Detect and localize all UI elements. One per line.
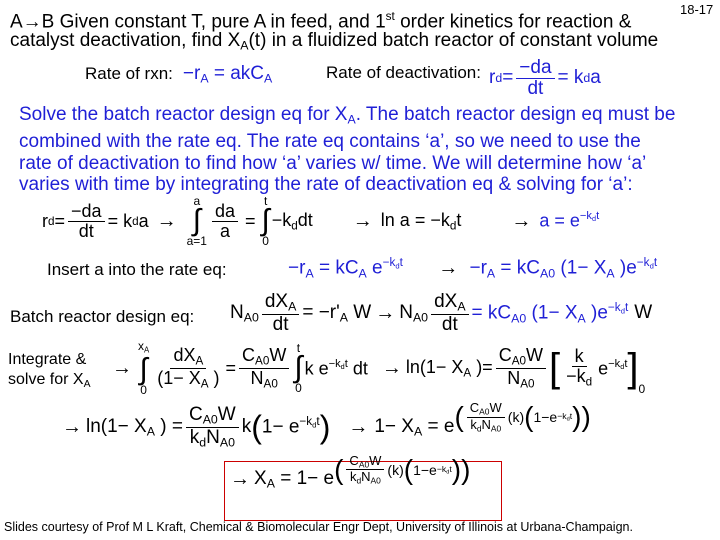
rd-expression: r d = $\frac{-da}{dt}$ = k d a: [42, 200, 149, 241]
deactivation-integration-row: r d = $\frac{-da}{dt}$ = k d a → a ∫ a=1 $\frac{da}{a}$ = t ∫ 0 $-k_ddt$ → $\ln a = -k_dt$ → $a = e^{-k_dt}$: [42, 194, 600, 248]
slide-reference: 18-17: [680, 2, 714, 17]
integrate-label-line-1: Integrate &: [8, 351, 87, 368]
right-arrow-icon-3: →: [511, 209, 532, 232]
right-arrow-icon-7: →: [381, 356, 402, 379]
integrate-label-line-2: [8, 370, 91, 395]
rate-of-deactivation-equation: r d = $\frac{-da}{dt}$ = k d a: [488, 57, 601, 99]
header-superscript: st: [385, 10, 395, 23]
integrate-label-line-2-text: solve for X: [8, 371, 84, 388]
integrate-step-label: [8, 350, 91, 395]
da-over-a: $\frac{da}{a}$: [212, 202, 238, 241]
right-arrow-icon-8: →: [62, 415, 82, 438]
header-line-2: [10, 30, 658, 57]
rate-of-deactivation: [326, 58, 601, 99]
right-arrow-icon-6: →: [112, 356, 132, 379]
footer-credit: Slides courtesy of Prof M L Kraft, Chemical & Biomolecular Engr Dept, University of Illinois at Urbana-Champaign.: [4, 520, 633, 534]
header-line-1-text: A→B Given constant T, pure A in feed, and 1: [10, 11, 386, 33]
paragraph-line-3: rate of deactivation to find how ‘a’ varies w/ time. We will determine how ‘a’: [19, 152, 647, 174]
rate-of-deactivation-label: Rate of deactivation:: [326, 63, 481, 83]
batch-step-label: Batch reactor design eq:: [10, 307, 195, 326]
header-line-1-suffix: order kinetics for reaction &: [394, 11, 632, 33]
integrate-equation: → $x_A$ ∫ 0 $\frac{dX_A}{(1- X_A )}$ = $\frac{C_{A0}W}{N_{A0}}$ t ∫ 0 k $e^{-k_dt}$ dt → $\ln(1- X_A$ )= $\frac{C_{A0}W}{N_{A0}}$ [ $\frac{k}{-k_d}$ $e^{-k_dt}$ ] 0: [112, 339, 646, 398]
right-arrow-icon: →: [156, 209, 177, 232]
header-line-2-suffix: (t) in a fluidized batch reactor of constant volume: [248, 30, 659, 51]
paragraph-line-1-sub: A: [347, 112, 356, 127]
right-arrow-icon-2: →: [352, 209, 373, 232]
right-arrow-icon-9: →: [348, 415, 369, 438]
integral-a: a ∫ a=1: [186, 194, 207, 248]
rate-of-rxn-equation: $-r_A = akC_A$: [177, 63, 273, 86]
paragraph-line-4: varies with time by integrating the rate of deactivation eq & solving for ‘a’:: [19, 174, 633, 196]
instruction-paragraph: [19, 104, 675, 196]
log-result-row: → $\ln(1- X_A$ ) = $\frac{C_{A0}W}{k_dN_{A0}}$ k ( $1- e^{-k_dt}$ ) → $1- X_A = e$ ( $\frac{C_{A0}W}{k_dN_{A0}}$ (k) ( 1−e $-k_dt$ ) ): [62, 400, 591, 450]
final-answer: → $X_A = 1- e$ ( $\frac{C_{A0}W}{k_dN_{A0}}$ (k) ( 1−e $-k_dt$ ) ): [230, 452, 471, 491]
paragraph-line-1-text: Solve the batch reactor design eq for X: [19, 104, 348, 125]
insert-step-equation: $-r_A = kC_A$ $e^{-k_dt} \to -r_A = kC_{A0}$ ($1- X_A$ )$e^{-k_dt}$: [288, 256, 658, 281]
header-line-2-sub: A: [240, 38, 249, 53]
integrate-label-line-2-sub: A: [83, 379, 91, 391]
batch-step-equation: $N_{A0}$ $\frac{dX_A}{dt}$ = $-r'_A$ W → $N_{A0}$ $\frac{dX_A}{dt}$ = $kC_{A0}$ ($1- X_A$ )$e^{-k_dt}$ W: [230, 291, 653, 335]
paragraph-line-2: combined with the rate eq. The rate eq contains ‘a’, so we need to use the: [19, 131, 641, 153]
paragraph-line-1-end: . The batch reactor design eq must be: [355, 104, 676, 125]
header-line-2-text: catalyst deactivation, find X: [10, 30, 241, 51]
rate-of-rxn-label: Rate of rxn:: [85, 64, 173, 83]
insert-step-label: Insert a into the rate eq:: [47, 260, 227, 279]
right-arrow-icon-5: →: [375, 301, 396, 324]
integral-t: t ∫ 0: [261, 194, 270, 248]
rate-of-rxn: [85, 63, 272, 86]
right-arrow-icon-10: →: [230, 468, 250, 490]
right-arrow-icon-4: →: [438, 256, 459, 279]
paragraph-line-1: [19, 104, 675, 131]
